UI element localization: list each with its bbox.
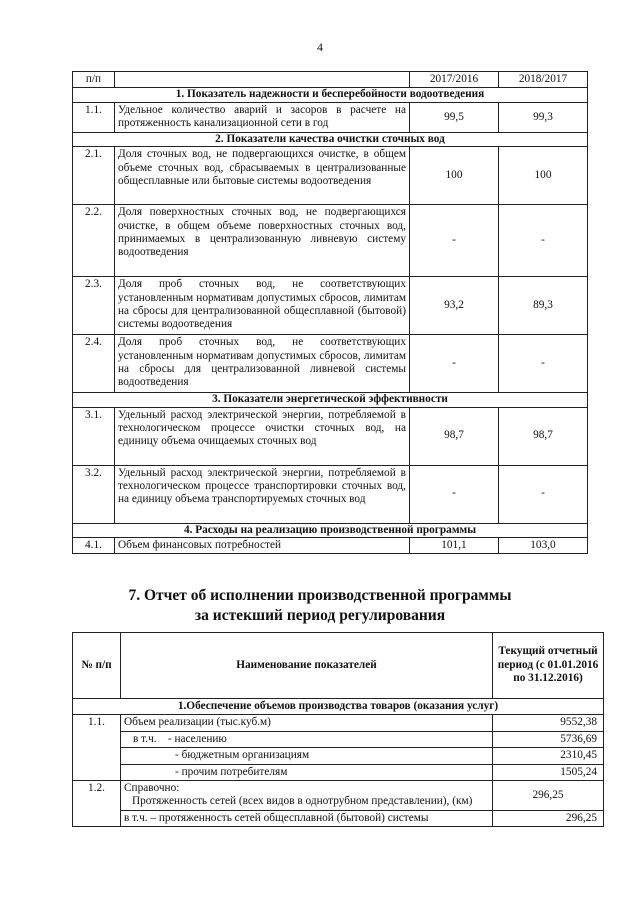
row-label: - прочим потребителям — [121, 764, 493, 780]
table-row — [73, 335, 588, 393]
row-value-2018: 89,3 — [499, 277, 588, 335]
row-value-2017: 100 — [410, 147, 499, 205]
row-num: 3.1. — [73, 407, 115, 465]
row-value-2017: - — [410, 335, 499, 393]
row-label — [121, 731, 493, 747]
row-value-2018: 98,7 — [499, 407, 588, 465]
row-desc: Удельный расход электрической энергии, потребляемой в технологическом процессе очистки сточных вод, на единицу объема очищаемых сточных вод — [115, 407, 410, 465]
section-title: 3. Показатели энергетической эффективности — [73, 393, 588, 407]
table-row — [73, 748, 604, 764]
table-row — [73, 781, 604, 811]
section-row — [73, 699, 604, 715]
section-title: 1. Показатель надежности и бесперебойности водоотведения — [73, 88, 588, 102]
row-label: в т.ч. – протяженность сетей общесплавной (бытовой) системы — [121, 810, 493, 826]
row-label-line2: Протяженность сетей (всех видов в однотрубном представлении), (км) — [132, 795, 473, 808]
section-title: 4. Расходы на реализацию производственной программы — [73, 523, 588, 537]
report-title — [0, 586, 640, 626]
header-2018-2017: 2018/2017 — [499, 72, 588, 88]
table-row — [73, 205, 588, 277]
row-label: - бюджетным организациям — [121, 748, 493, 764]
table-row — [73, 715, 604, 731]
row-desc: Доля поверхностных сточных вод, не подвергающихся очистке, в общем объеме поверхностных сточных вод, принимаемых в централизованную ливневую систему водоотведения — [115, 205, 410, 277]
header-period: Текущий отчетный период (с 01.01.2016 по 31.12.2016) — [493, 633, 604, 699]
table-row — [73, 764, 604, 780]
row-num: 2.1. — [73, 147, 115, 205]
row-desc: Доля проб сточных вод, не соответствующих установленным нормативам допустимых сбросов, лимитам на сбросы для централизованной общесплавной (бытовой) системы водоотведения — [115, 277, 410, 335]
table-row — [73, 277, 588, 335]
report-title-line2: за истекший период регулирования — [194, 607, 446, 624]
row-value: 1505,24 — [493, 764, 604, 780]
row-value-2018: - — [499, 465, 588, 523]
header-num: № п/п — [73, 633, 121, 699]
section-row — [73, 393, 588, 407]
row-desc: Удельный расход электрической энергии, потребляемой в технологическом процессе транспортировки сточных вод, на единицу объема транспортируемых сточных вод — [115, 465, 410, 523]
row-num: 2.3. — [73, 277, 115, 335]
row-value: 9552,38 — [493, 715, 604, 731]
row-value-2017: - — [410, 465, 499, 523]
row-value-2017: 98,7 — [410, 407, 499, 465]
row-label-line1: Справочно: — [124, 782, 180, 795]
header-name: Наименование показателей — [121, 633, 493, 699]
row-value-2017: 93,2 — [410, 277, 499, 335]
row-num: 1.1. — [73, 715, 121, 781]
row-value-2018: - — [499, 335, 588, 393]
row-num: 2.4. — [73, 335, 115, 393]
report-table — [72, 632, 604, 827]
row-value-2018: - — [499, 205, 588, 277]
header-2017-2016: 2017/2016 — [410, 72, 499, 88]
header-desc — [115, 72, 410, 88]
section-title: 1.Обеспечение объемов производства товаров (оказания услуг) — [73, 699, 604, 715]
row-value-2018: 103,0 — [499, 538, 588, 554]
table-header-row — [73, 72, 588, 88]
table-row — [73, 102, 588, 132]
table-row — [73, 465, 588, 523]
row-prefix: в т.ч. — [133, 732, 157, 745]
table-row — [73, 810, 604, 826]
row-num: 3.2. — [73, 465, 115, 523]
row-num: 2.2. — [73, 205, 115, 277]
section-title: 2. Показатели качества очистки сточных вод — [73, 132, 588, 146]
page-number: 4 — [317, 40, 323, 54]
row-desc: Доля проб сточных вод, не соответствующих установленным нормативам допустимых сбросов, лимитам на сбросы для централизованной ливневой системы водоотведения — [115, 335, 410, 393]
header-num: п/п — [73, 72, 115, 88]
row-value: 296,25 — [493, 810, 604, 826]
row-value-2017: - — [410, 205, 499, 277]
section-row — [73, 88, 588, 102]
row-num: 4.1. — [73, 538, 115, 554]
row-value: 2310,45 — [493, 748, 604, 764]
row-value-2018: 100 — [499, 147, 588, 205]
row-value-2018: 99,3 — [499, 102, 588, 132]
table-row — [73, 538, 588, 554]
table-row — [73, 407, 588, 465]
row-num: 1.1. — [73, 102, 115, 132]
report-title-line1: 7. Отчет об исполнении производственной программы — [128, 587, 512, 604]
table-header-row — [73, 633, 604, 699]
indicators-table — [72, 71, 588, 554]
section-row — [73, 132, 588, 146]
table-row — [73, 731, 604, 747]
table-row — [73, 147, 588, 205]
row-sublabel: - населению — [167, 732, 227, 745]
row-desc: Объем финансовых потребностей — [115, 538, 410, 554]
row-desc: Доля сточных вод, не подвергающихся очистке, в общем объеме сточных вод, сбрасываемых в централизованные общесплавные или бытовые системы водоотведения — [115, 147, 410, 205]
row-desc: Удельное количество аварий и засоров в расчете на протяженность канализационной сети в год — [115, 102, 410, 132]
row-num: 1.2. — [73, 781, 121, 827]
row-value-2017: 99,5 — [410, 102, 499, 132]
row-label — [121, 781, 493, 811]
section-row — [73, 523, 588, 537]
row-value-2017: 101,1 — [410, 538, 499, 554]
row-value: 5736,69 — [493, 731, 604, 747]
row-label: Объем реализации (тыс.куб.м) — [121, 715, 493, 731]
row-value: 296,25 — [493, 781, 604, 811]
